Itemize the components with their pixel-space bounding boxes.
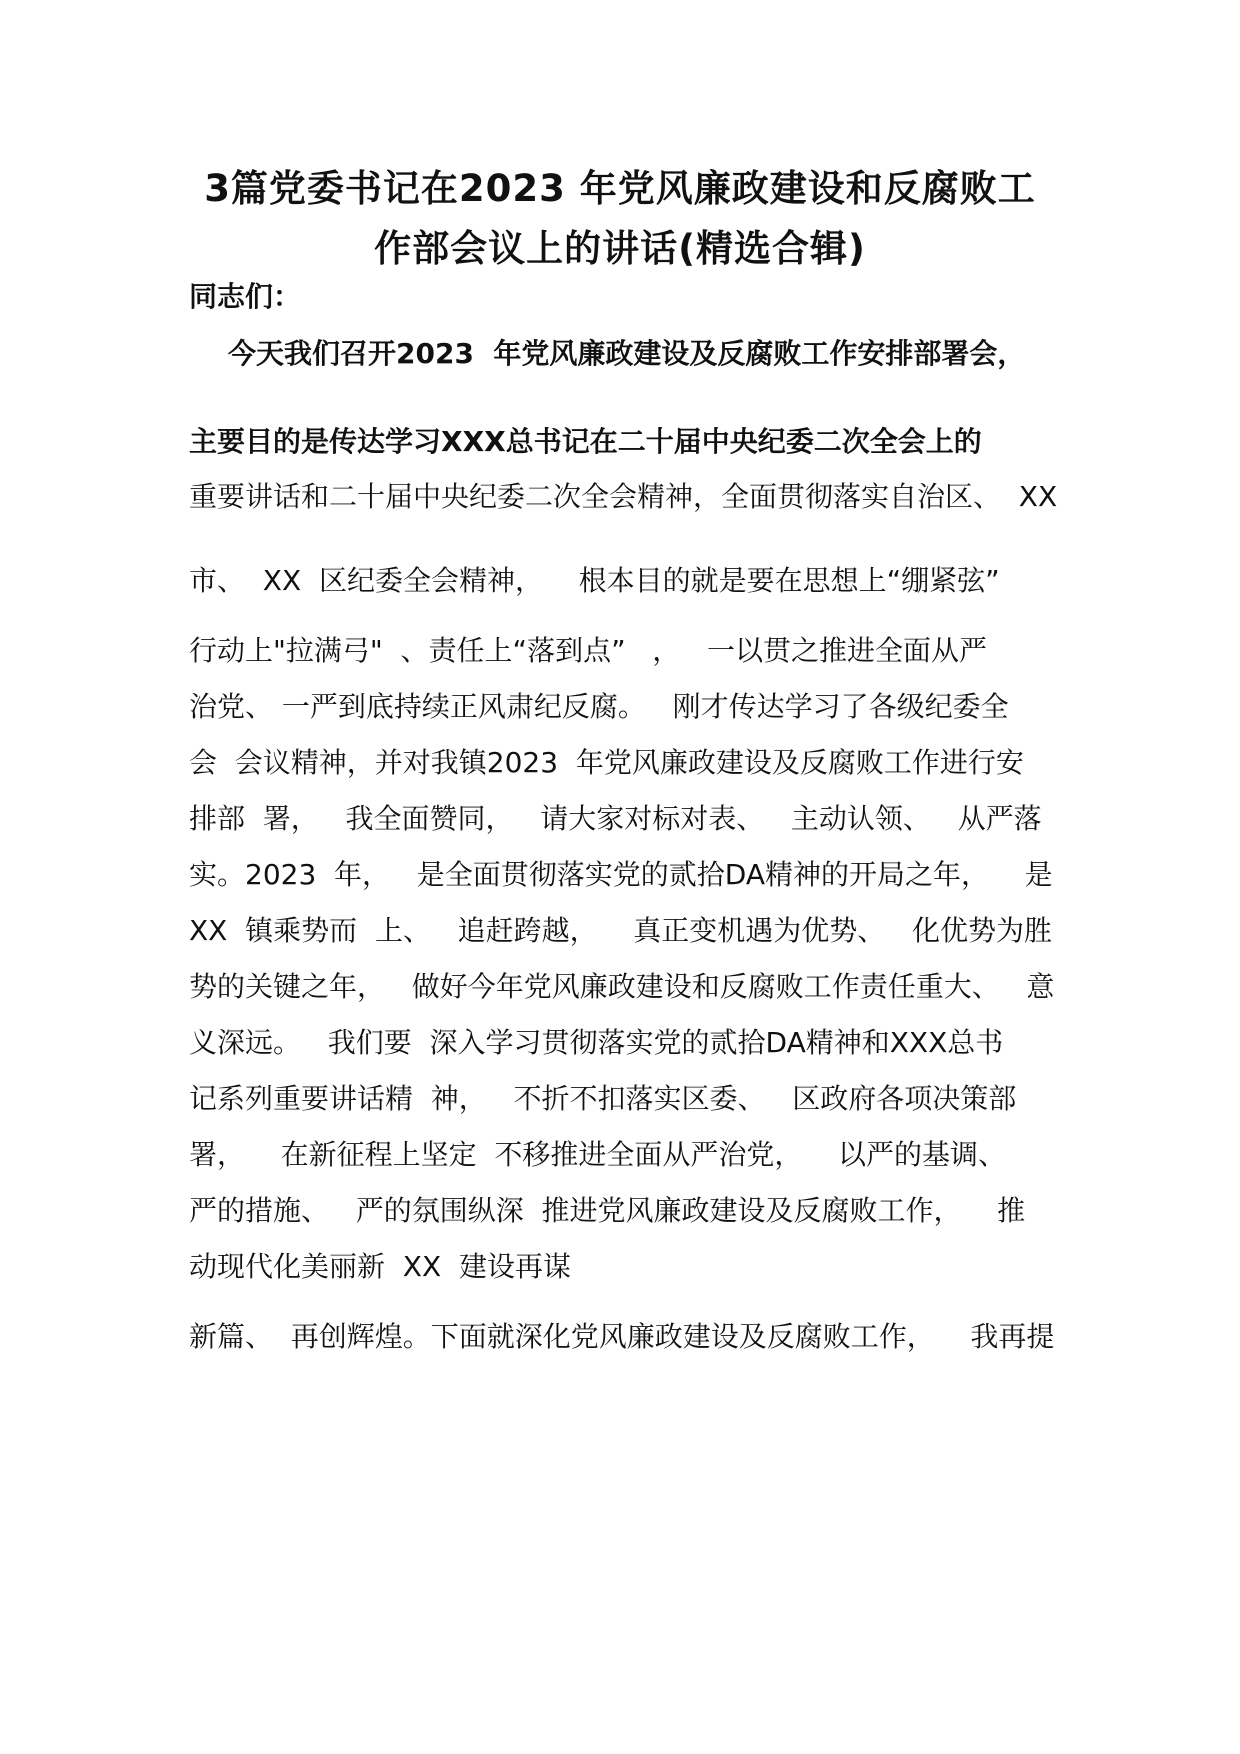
body-line: 排部 署， 我全面赞同， 请大家对标对表、 主动认领、 从严落 <box>189 802 1042 835</box>
body-line: 义深远。 我们要 深入学习贯彻落实党的贰拾DA精神和XXX总书 <box>189 1026 1004 1059</box>
body-line: 市、 XX 区纪委全会精神， 根本目的就是要在思想上“绷紧弦” <box>189 564 1000 597</box>
body-line: 行动上"拉满弓" 、责任上“落到点” ， 一以贯之推进全面从严 <box>189 634 987 667</box>
body-line: XX 镇乘势而 上、 追赶跨越， 真正变机遇为优势、 化优势为胜 <box>189 914 1052 947</box>
body-line: 主要目的是传达学习XXX总书记在二十届中央纪委二次全会上的 <box>189 425 982 458</box>
document-title-line-1: 3篇党委书记在2023 年党风廉政建设和反腐败工 <box>204 167 1036 210</box>
body-line: 署， 在新征程上坚定 不移推进全面从严治党， 以严的基调、 <box>189 1138 1007 1171</box>
body-line: 实。2023 年， 是全面贯彻落实党的贰拾DA精神的开局之年， 是 <box>189 858 1053 891</box>
body-line: 新篇、 再创辉煌。下面就深化党风廉政建设及反腐败工作， 我再提 <box>189 1320 1055 1353</box>
salutation: 同志们： <box>189 280 302 313</box>
body-line: 记系列重要讲话精 神， 不折不扣落实区委、 区政府各项决策部 <box>189 1082 1017 1115</box>
document-title-line-2: 作部会议上的讲话(精选合辑) <box>374 227 866 270</box>
body-line: 治党、 一严到底持续正风肃纪反腐。 刚才传达学习了各级纪委全 <box>189 690 1009 723</box>
body-line: 严的措施、 严的氛围纵深 推进党风廉政建设及反腐败工作， 推 <box>189 1194 1026 1227</box>
body-line: 重要讲话和二十届中央纪委二次全会精神，全面贯彻落实自治区、 XX <box>189 480 1058 513</box>
body-line: 动现代化美丽新 XX 建设再谋 <box>189 1250 571 1283</box>
body-line: 势的关键之年， 做好今年党风廉政建设和反腐败工作责任重大、 意 <box>189 970 1055 1003</box>
body-line: 今天我们召开2023 年党风廉政建设及反腐败工作安排部署会， <box>189 337 1026 370</box>
body-line: 会 会议精神，并对我镇2023 年党风廉政建设及反腐败工作进行安 <box>189 746 1024 779</box>
